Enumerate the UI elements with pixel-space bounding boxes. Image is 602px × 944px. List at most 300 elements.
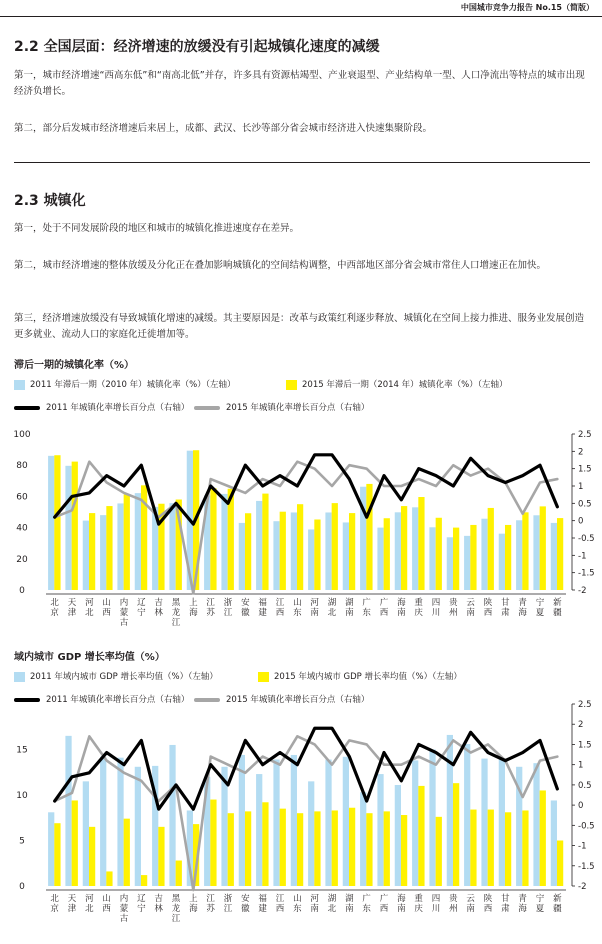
chart-2-category-label-char: 北 (50, 894, 59, 904)
chart-2-category-label-湖南 (345, 893, 354, 914)
chart-2-category-label-char: 浙 (223, 894, 233, 904)
chart-2-right-tick-label: -0.5 (578, 821, 595, 832)
chart-2-bar-2011-湖北 (325, 760, 331, 886)
chart-2-category-label-云南 (466, 894, 475, 914)
chart-1-category-label-char: 徽 (241, 608, 250, 618)
chart-2-category-label-char: 海 (397, 894, 406, 904)
chart-1-category-label-重庆 (414, 597, 423, 618)
chart-2-bar-2011-安徽 (239, 755, 245, 886)
chart-2-category-label-char: 湖 (327, 894, 337, 904)
chart-1-bar-2011-湖南 (343, 522, 349, 590)
chart-1-category-label-宁夏 (536, 597, 545, 618)
chart-1-bar-2015-广西 (384, 518, 390, 590)
chart-1-category-label-char: 苏 (206, 608, 215, 618)
chart-1-bar-2015-北京 (54, 455, 60, 590)
chart-2-legend-label-2015-bar: 2015 年域内城市 GDP 增长率均值（%）（左轴） (274, 672, 462, 682)
chart-1-bar-2015-宁夏 (540, 506, 546, 590)
section-divider (14, 162, 590, 163)
chart-1-bar-2015-山西 (106, 506, 112, 590)
chart-2-bar-2011-江西 (273, 760, 279, 886)
chart-2-category-label-char: 山 (293, 894, 302, 904)
chart-2-legend-label-2015-line: 2015 年城镇化率增长百分点（右轴） (226, 695, 370, 705)
chart-1-bar-2011-贵州 (447, 537, 453, 590)
chart-2-category-label-char: 黑 (171, 894, 181, 904)
chart-1-bar-2011-天津 (65, 466, 71, 590)
chart-2-category-label-char: 湖 (345, 894, 354, 904)
chart-1-category-label-char: 津 (67, 608, 77, 618)
chart-1-category-label-char: 云 (466, 598, 475, 608)
chart-1-right-tick-label: 2 (578, 447, 584, 458)
chart-1-bar-2015-青海 (522, 512, 528, 590)
chart-2-left-tick-label: 5 (19, 836, 25, 847)
chart-1-category-label-辽宁 (137, 598, 146, 618)
chart-1-category-label-char: 湖 (327, 598, 337, 608)
chart-2-category-label-char: 广 (379, 894, 389, 904)
chart-2-category-label-char: 上 (189, 894, 198, 904)
chart-2-legend-label-2011-line: 2011 年城镇化率增长百分点（右轴） (46, 695, 190, 705)
chart-1-legend-bars (14, 378, 590, 392)
chart-1-category-label-char: 江 (171, 618, 181, 628)
section-2-3-title: 2.3 城镇化 (14, 193, 86, 209)
chart-2-bar-2011-广西 (377, 774, 383, 886)
chart-1-left-tick-label: 80 (16, 461, 28, 472)
chart-1-category-label-char: 建 (258, 608, 267, 618)
chart-1-bar-2011-浙江 (221, 494, 227, 590)
chart-2-bar-2015-安徽 (245, 811, 251, 886)
chart-1-right-tick-label: -1 (578, 551, 587, 562)
chart-2-category-label-char: 州 (449, 904, 458, 914)
chart-1-category-label-char: 河 (310, 598, 319, 608)
chart-1-category-label-char: 江 (206, 598, 215, 608)
chart-2-category-label-char: 山 (102, 894, 111, 904)
chart-1-category-label-湖北 (328, 597, 337, 618)
chart-2-category-label-char: 南 (310, 904, 319, 914)
section-2-3-paragraph-1: 第一，处于不同发展阶段的地区和城市的城镇化推进速度存在差异。 (14, 223, 300, 234)
chart-2-bar-2011-甘肃 (499, 760, 505, 886)
chart-1-left-tick-label: 20 (16, 554, 28, 565)
section-2-2-paragraph-1: 第一，城市经济增速“西高东低”和“南高北低”并存，许多具有资源枯竭型、产业衰退型、产业结构单一型、人口净流出等特点的城市出现经济负增长。 (14, 70, 585, 97)
chart-1-category-label-char: 黑 (171, 598, 181, 608)
chart-2-category-label-山东 (293, 893, 302, 914)
chart-1-legend-label-2015-bar: 2015 年滞后一期（2014 年）城镇化率（%）（左轴） (302, 380, 508, 390)
chart-2-bar-2011-湖南 (343, 757, 349, 886)
chart-2-right-tick-label: -1 (578, 841, 587, 852)
chart-1-category-label-char: 宁 (137, 608, 146, 618)
chart-1-category-label-char: 青 (518, 598, 527, 608)
chart-1-category-label-char: 南 (345, 608, 354, 618)
chart-1-category-label-char: 浙 (223, 598, 233, 608)
chart-2-category-label-char: 江 (171, 914, 181, 924)
chart-1-category-label-char: 庆 (414, 608, 423, 618)
chart-2-category-label-char: 疆 (553, 904, 562, 914)
chart-2-right-tick-label: -1.5 (578, 861, 595, 872)
chart-2-bar-2015-辽宁 (141, 875, 147, 886)
chart-1-bar-2011-宁夏 (533, 515, 539, 590)
chart-1-category-label-char: 四 (431, 598, 441, 608)
section-2-3-paragraph-2: 第二，城市经济增速的整体放缓及分化正在叠加影响城镇化的空间结构调整，中西部地区部分省会城市常住人口增速正在加快。 (14, 260, 547, 271)
chart-1-bar-2015-山东 (297, 504, 303, 590)
chart-2-left-tick-label: 0 (19, 882, 25, 892)
chart-2-category-label-char: 吉 (154, 894, 163, 904)
chart-1-category-label-山东 (293, 597, 302, 618)
chart-2-bar-2011-北京 (48, 812, 54, 886)
chart-2-category-label-char: 西 (102, 904, 111, 914)
chart-1-category-label-char: 南 (397, 608, 406, 618)
chart-1-title: 滞后一期的城镇化率（%） (14, 360, 135, 371)
chart-2-category-label-重庆 (414, 893, 423, 914)
chart-1-category-label-char: 南 (310, 608, 319, 618)
chart-1-category-label-四川 (432, 598, 441, 618)
chart-2-category-label-贵州 (449, 893, 458, 914)
chart-2-bar-2011-黑龙江 (169, 745, 175, 886)
chart-1-category-label-char: 山 (293, 598, 302, 608)
chart-1-left-tick-label: 60 (16, 492, 28, 503)
chart-1-right-tick-label: -2 (578, 586, 587, 596)
chart-2-category-label-char: 川 (431, 904, 441, 914)
chart-2-category-label-char: 西 (275, 904, 285, 914)
chart-2-category-label-char: 海 (518, 904, 527, 914)
chart-1-category-label-江苏 (206, 598, 215, 618)
chart-2-bar-2015-云南 (470, 810, 476, 886)
chart-1-category-label-char: 北 (50, 598, 59, 608)
chart-2-bar-2011-山东 (291, 755, 297, 886)
chart-1-bar-2011-山东 (291, 512, 297, 590)
chart-1-category-label-河北 (85, 598, 94, 618)
chart-2-category-label-char: 夏 (535, 904, 545, 914)
chart-2-category-label-char: 庆 (414, 904, 423, 914)
chart-1-category-label-char: 陕 (483, 598, 493, 608)
chart-1-bar-2015-河南 (314, 519, 320, 590)
chart-1-right-tick-label: 1.5 (578, 464, 592, 475)
chart-2-right-tick-label: 0 (578, 801, 584, 812)
chart-2-legend-swatch-2011 (14, 672, 25, 682)
chart-1-legend-label-2015-line: 2015 年城镇化率增长百分点（右轴） (226, 403, 370, 413)
chart-2-category-label-char: 北 (327, 904, 337, 914)
chart-2-bar-2015-甘肃 (505, 812, 511, 886)
chart-2-category-label-海南 (397, 893, 406, 914)
chart-1-category-label-贵州 (449, 597, 458, 618)
chart-2-category-label-char: 西 (379, 904, 389, 914)
report-title: 中国城市竞争力报告 No.15（简版） (460, 3, 594, 12)
chart-2-legend-swatch-2015 (258, 672, 269, 682)
chart-1-category-label-char: 东 (293, 608, 302, 618)
chart-2-category-label-辽宁 (137, 894, 146, 914)
section-2-3-paragraph-3: 第三，经济增速放缓没有导致城镇化增速的减缓。其主要原因是：改革与政策红利逐步释放、城镇化在空间上接力推进、服务业发展创造更多就业、流动人口的家庭化迁徙增加等。 (14, 313, 585, 340)
chart-1-bar-2011-海南 (395, 512, 401, 590)
chart-2-category-label-char: 河 (310, 894, 319, 904)
chart-2-category-label-char: 广 (362, 894, 371, 904)
chart-2-category-label-char: 青 (518, 894, 527, 904)
chart-2-category-label-char: 天 (67, 894, 77, 904)
chart-1-category-label-char: 北 (85, 608, 94, 618)
chart-2-bar-2011-宁夏 (533, 763, 539, 886)
chart-2-category-label-黑龙江 (172, 894, 181, 924)
chart-2-bar-2015-山西 (106, 871, 112, 886)
chart-2-category-label-河北 (85, 894, 94, 914)
chart-2-bar-2015-吉林 (158, 827, 164, 886)
chart-1-bar-2011-重庆 (412, 507, 418, 590)
chart-2-category-label-char: 宁 (137, 904, 146, 914)
chart-1-category-label-浙江 (224, 597, 233, 618)
chart-1-category-label-char: 新 (553, 598, 562, 608)
chart-1-category-label-char: 海 (518, 608, 527, 618)
chart-2-legend-bars (14, 670, 590, 684)
chart-1-urbanization-rate (0, 418, 602, 640)
chart-1-bar-2015-湖南 (349, 513, 355, 590)
chart-1-category-label-北京 (50, 597, 59, 618)
chart-2-bar-2011-新疆 (551, 800, 557, 886)
chart-2-category-label-char: 河 (85, 894, 94, 904)
chart-1-category-label-char: 河 (85, 598, 94, 608)
chart-1-category-label-char: 南 (466, 608, 475, 618)
chart-2-right-tick-label: 2 (578, 720, 584, 731)
chart-1-bar-2011-江西 (273, 521, 279, 590)
chart-2-category-label-河南 (310, 894, 319, 914)
chart-2-legend-swatch-2015-line (194, 698, 220, 702)
chart-1-right-tick-label: 1 (578, 482, 584, 492)
chart-1-category-label-char: 川 (431, 608, 441, 618)
chart-1-category-label-海南 (397, 597, 406, 618)
chart-1-legend-label-2011-line: 2011 年城镇化率增长百分点（右轴） (46, 403, 190, 413)
section-2-2-paragraph-2: 第二，部分后发城市经济增速后来居上，成都、武汉、长沙等部分省会城市经济进入快速集聚阶段。 (14, 123, 433, 134)
chart-2-category-label-上海 (189, 893, 198, 914)
chart-1-legend-swatch-2011 (14, 380, 25, 390)
chart-2-category-label-char: 蒙 (119, 904, 129, 914)
chart-1-category-label-云南 (466, 598, 475, 618)
chart-1-bar-2011-甘肃 (499, 534, 505, 590)
chart-1-category-label-内蒙古 (120, 597, 129, 628)
chart-1-bar-2015-江西 (280, 512, 286, 590)
chart-1-category-label-char: 古 (119, 618, 129, 628)
chart-2-bar-2015-河南 (314, 811, 320, 886)
chart-1-category-label-char: 西 (275, 608, 285, 618)
chart-2-right-tick-label: 0.5 (578, 780, 592, 791)
chart-1-category-label-甘肃 (501, 597, 510, 618)
chart-1-bar-2011-河南 (308, 529, 314, 590)
chart-2-category-label-char: 云 (466, 894, 475, 904)
chart-2-bar-2011-天津 (65, 736, 71, 886)
chart-1-category-label-char: 内 (119, 598, 129, 608)
chart-2-category-label-新疆 (553, 893, 562, 914)
chart-2-category-label-char: 四 (431, 894, 441, 904)
chart-2-category-label-char: 南 (345, 904, 354, 914)
chart-1-category-label-char: 京 (50, 608, 59, 618)
chart-2-bar-2015-黑龙江 (176, 861, 182, 886)
chart-2-category-label-char: 津 (67, 904, 77, 914)
chart-1-category-label-湖南 (345, 597, 354, 618)
chart-2-category-label-char: 林 (154, 904, 163, 914)
chart-1-category-label-青海 (518, 597, 527, 618)
chart-1-left-tick-label: 40 (16, 523, 28, 534)
chart-1-bar-2015-福建 (262, 494, 268, 590)
chart-2-bar-2015-四川 (436, 817, 442, 886)
chart-1-category-label-char: 重 (414, 598, 423, 608)
chart-2-left-tick-label: 10 (16, 791, 28, 801)
chart-2-category-label-char: 苏 (206, 904, 215, 914)
chart-1-bar-2015-陕西 (488, 508, 494, 590)
chart-1-bar-2015-湖北 (332, 503, 338, 590)
chart-1-bar-2011-河北 (83, 521, 89, 590)
chart-1-category-label-上海 (189, 597, 198, 618)
chart-1-bar-2011-安徽 (239, 523, 245, 590)
chart-2-category-label-广东 (362, 893, 371, 914)
chart-2-left-tick-label: 15 (16, 745, 28, 756)
chart-1-category-label-char: 夏 (535, 608, 545, 618)
chart-2-category-label-char: 陕 (483, 894, 493, 904)
chart-1-bar-2011-广西 (377, 528, 383, 590)
chart-1-category-label-char: 宁 (535, 598, 545, 608)
chart-1-category-label-char: 吉 (154, 598, 163, 608)
chart-2-category-label-char: 古 (119, 914, 129, 924)
chart-2-bar-2011-内蒙古 (117, 758, 123, 886)
chart-2-bar-2011-山西 (100, 757, 106, 886)
chart-2-category-label-char: 建 (258, 904, 267, 914)
chart-2-bar-2015-北京 (54, 823, 60, 886)
chart-1-left-tick-label: 0 (19, 586, 25, 596)
chart-2-right-tick-label: -2 (578, 882, 587, 892)
chart-1-category-label-江西 (276, 598, 285, 618)
chart-1-bar-2015-江苏 (210, 488, 216, 590)
chart-1-category-label-char: 湖 (345, 598, 354, 608)
chart-1-bar-2011-黑龙江 (169, 503, 175, 590)
chart-2-category-label-char: 贵 (449, 894, 458, 904)
chart-2-category-label-char: 内 (119, 894, 129, 904)
chart-2-bar-2011-云南 (464, 744, 470, 886)
chart-1-category-label-安徽 (241, 597, 250, 618)
chart-1-category-label-福建 (258, 597, 267, 618)
chart-1-bar-2015-广东 (366, 484, 372, 590)
chart-2-category-label-char: 京 (50, 904, 59, 914)
chart-1-legend-swatch-2011-line (14, 406, 40, 410)
chart-2-bar-2011-福建 (256, 774, 262, 886)
chart-1-bar-2015-甘肃 (505, 525, 511, 590)
chart-2-category-label-char: 东 (362, 904, 371, 914)
chart-2-category-label-广西 (380, 893, 389, 914)
chart-2-bar-2015-贵州 (453, 783, 459, 886)
chart-2-category-label-char: 东 (293, 904, 302, 914)
chart-2-category-label-char: 北 (85, 904, 94, 914)
chart-2-bar-2015-海南 (401, 815, 407, 886)
chart-1-category-label-char: 西 (102, 608, 111, 618)
chart-1-category-label-char: 广 (362, 598, 371, 608)
chart-2-bar-2015-广西 (384, 811, 390, 886)
chart-2-title: 域内城市 GDP 增长率均值（%） (14, 652, 165, 663)
chart-1-legend-label-2011-bar: 2011 年滞后一期（2010 年）城镇化率（%）（左轴） (30, 380, 236, 390)
chart-2-bar-2011-广东 (360, 792, 366, 886)
chart-1-category-label-山西 (102, 597, 111, 618)
chart-2-bar-2011-河北 (83, 781, 89, 886)
chart-2-category-label-char: 海 (189, 904, 198, 914)
chart-2-bar-2015-内蒙古 (124, 819, 130, 886)
chart-2-category-label-吉林 (154, 893, 163, 914)
chart-1-bar-2011-湖北 (325, 512, 331, 590)
chart-2-legend-label-2011-bar: 2011 年域内城市 GDP 增长率均值（%）（左轴） (30, 672, 218, 682)
chart-1-legend-swatch-2015-line (194, 406, 220, 410)
chart-1-category-label-char: 安 (241, 598, 250, 608)
chart-2-category-label-宁夏 (536, 893, 545, 914)
chart-2-category-label-char: 重 (414, 894, 423, 904)
chart-2-category-label-甘肃 (501, 893, 510, 914)
chart-2-bar-2011-贵州 (447, 735, 453, 886)
chart-1-category-label-char: 贵 (449, 598, 458, 608)
chart-1-category-label-char: 辽 (137, 598, 146, 608)
chart-1-category-label-char: 天 (67, 598, 77, 608)
chart-2-legend-lines (14, 693, 590, 707)
chart-1-category-label-char: 西 (379, 608, 389, 618)
chart-1-category-label-char: 西 (483, 608, 493, 618)
chart-1-legend-swatch-2015 (286, 380, 297, 390)
chart-1-bar-2015-云南 (470, 525, 476, 590)
chart-2-category-label-char: 江 (275, 894, 285, 904)
chart-2-bar-2011-陕西 (481, 759, 487, 886)
chart-2-bar-2015-新疆 (557, 841, 563, 887)
chart-2-bar-2015-河北 (89, 827, 95, 886)
chart-2-category-label-char: 江 (206, 894, 215, 904)
chart-1-right-tick-label: 0.5 (578, 499, 592, 510)
chart-1-category-label-char: 广 (379, 598, 389, 608)
chart-2-bar-2015-山东 (297, 813, 303, 886)
chart-1-left-tick-label: 100 (13, 430, 31, 440)
chart-1-bar-2015-四川 (436, 518, 442, 590)
chart-1-category-label-天津 (68, 598, 77, 618)
chart-1-category-label-char: 东 (362, 608, 371, 618)
chart-2-right-tick-label: 1 (578, 760, 584, 771)
chart-1-category-label-吉林 (154, 597, 163, 618)
chart-2-category-label-浙江 (224, 893, 233, 914)
chart-2-bar-2015-江西 (280, 809, 286, 886)
chart-2-category-label-char: 辽 (137, 894, 146, 904)
chart-2-category-label-山西 (102, 893, 111, 914)
chart-2-category-label-安徽 (241, 893, 250, 914)
chart-2-right-tick-label: 1.5 (578, 740, 592, 751)
chart-2-category-label-陕西 (484, 893, 493, 914)
chart-2-bar-2011-重庆 (412, 760, 418, 886)
chart-2-bar-2015-天津 (72, 800, 78, 886)
chart-2-bar-2011-河南 (308, 781, 314, 886)
chart-2-bar-2011-四川 (429, 750, 435, 887)
chart-1-category-label-新疆 (553, 597, 562, 618)
chart-1-category-label-char: 福 (258, 598, 267, 608)
chart-2-category-label-char: 新 (553, 894, 562, 904)
chart-1-category-label-char: 海 (189, 608, 198, 618)
chart-1-category-label-陕西 (484, 597, 493, 618)
chart-1-bar-2011-云南 (464, 536, 470, 590)
running-header (0, 0, 602, 17)
chart-1-right-tick-label: -1.5 (578, 568, 595, 579)
chart-2-category-label-char: 西 (483, 904, 493, 914)
chart-1-bar-2011-新疆 (551, 523, 557, 590)
chart-2-bar-2015-重庆 (418, 786, 424, 886)
chart-1-right-tick-label: 0 (578, 516, 584, 527)
chart-2-category-label-江西 (276, 894, 285, 914)
chart-1-bar-2015-海南 (401, 506, 407, 590)
chart-1-bar-2015-新疆 (557, 518, 563, 590)
chart-2-bar-2015-湖北 (332, 810, 338, 886)
chart-2-bar-2011-辽宁 (135, 767, 141, 886)
chart-1-bar-2015-安徽 (245, 513, 251, 590)
chart-1-bar-2011-北京 (48, 456, 54, 590)
chart-1-category-label-char: 江 (275, 598, 285, 608)
chart-2-bar-2015-宁夏 (540, 790, 546, 886)
chart-1-category-label-广西 (380, 597, 389, 618)
chart-1-bar-2011-四川 (429, 527, 435, 590)
chart-2-bar-2015-青海 (522, 810, 528, 886)
chart-1-bar-2011-山西 (100, 515, 106, 590)
chart-1-category-label-char: 江 (223, 608, 233, 618)
chart-2-bar-2015-广东 (366, 813, 372, 886)
chart-1-bar-2011-福建 (256, 501, 262, 590)
chart-1-bar-2015-河北 (89, 513, 95, 590)
